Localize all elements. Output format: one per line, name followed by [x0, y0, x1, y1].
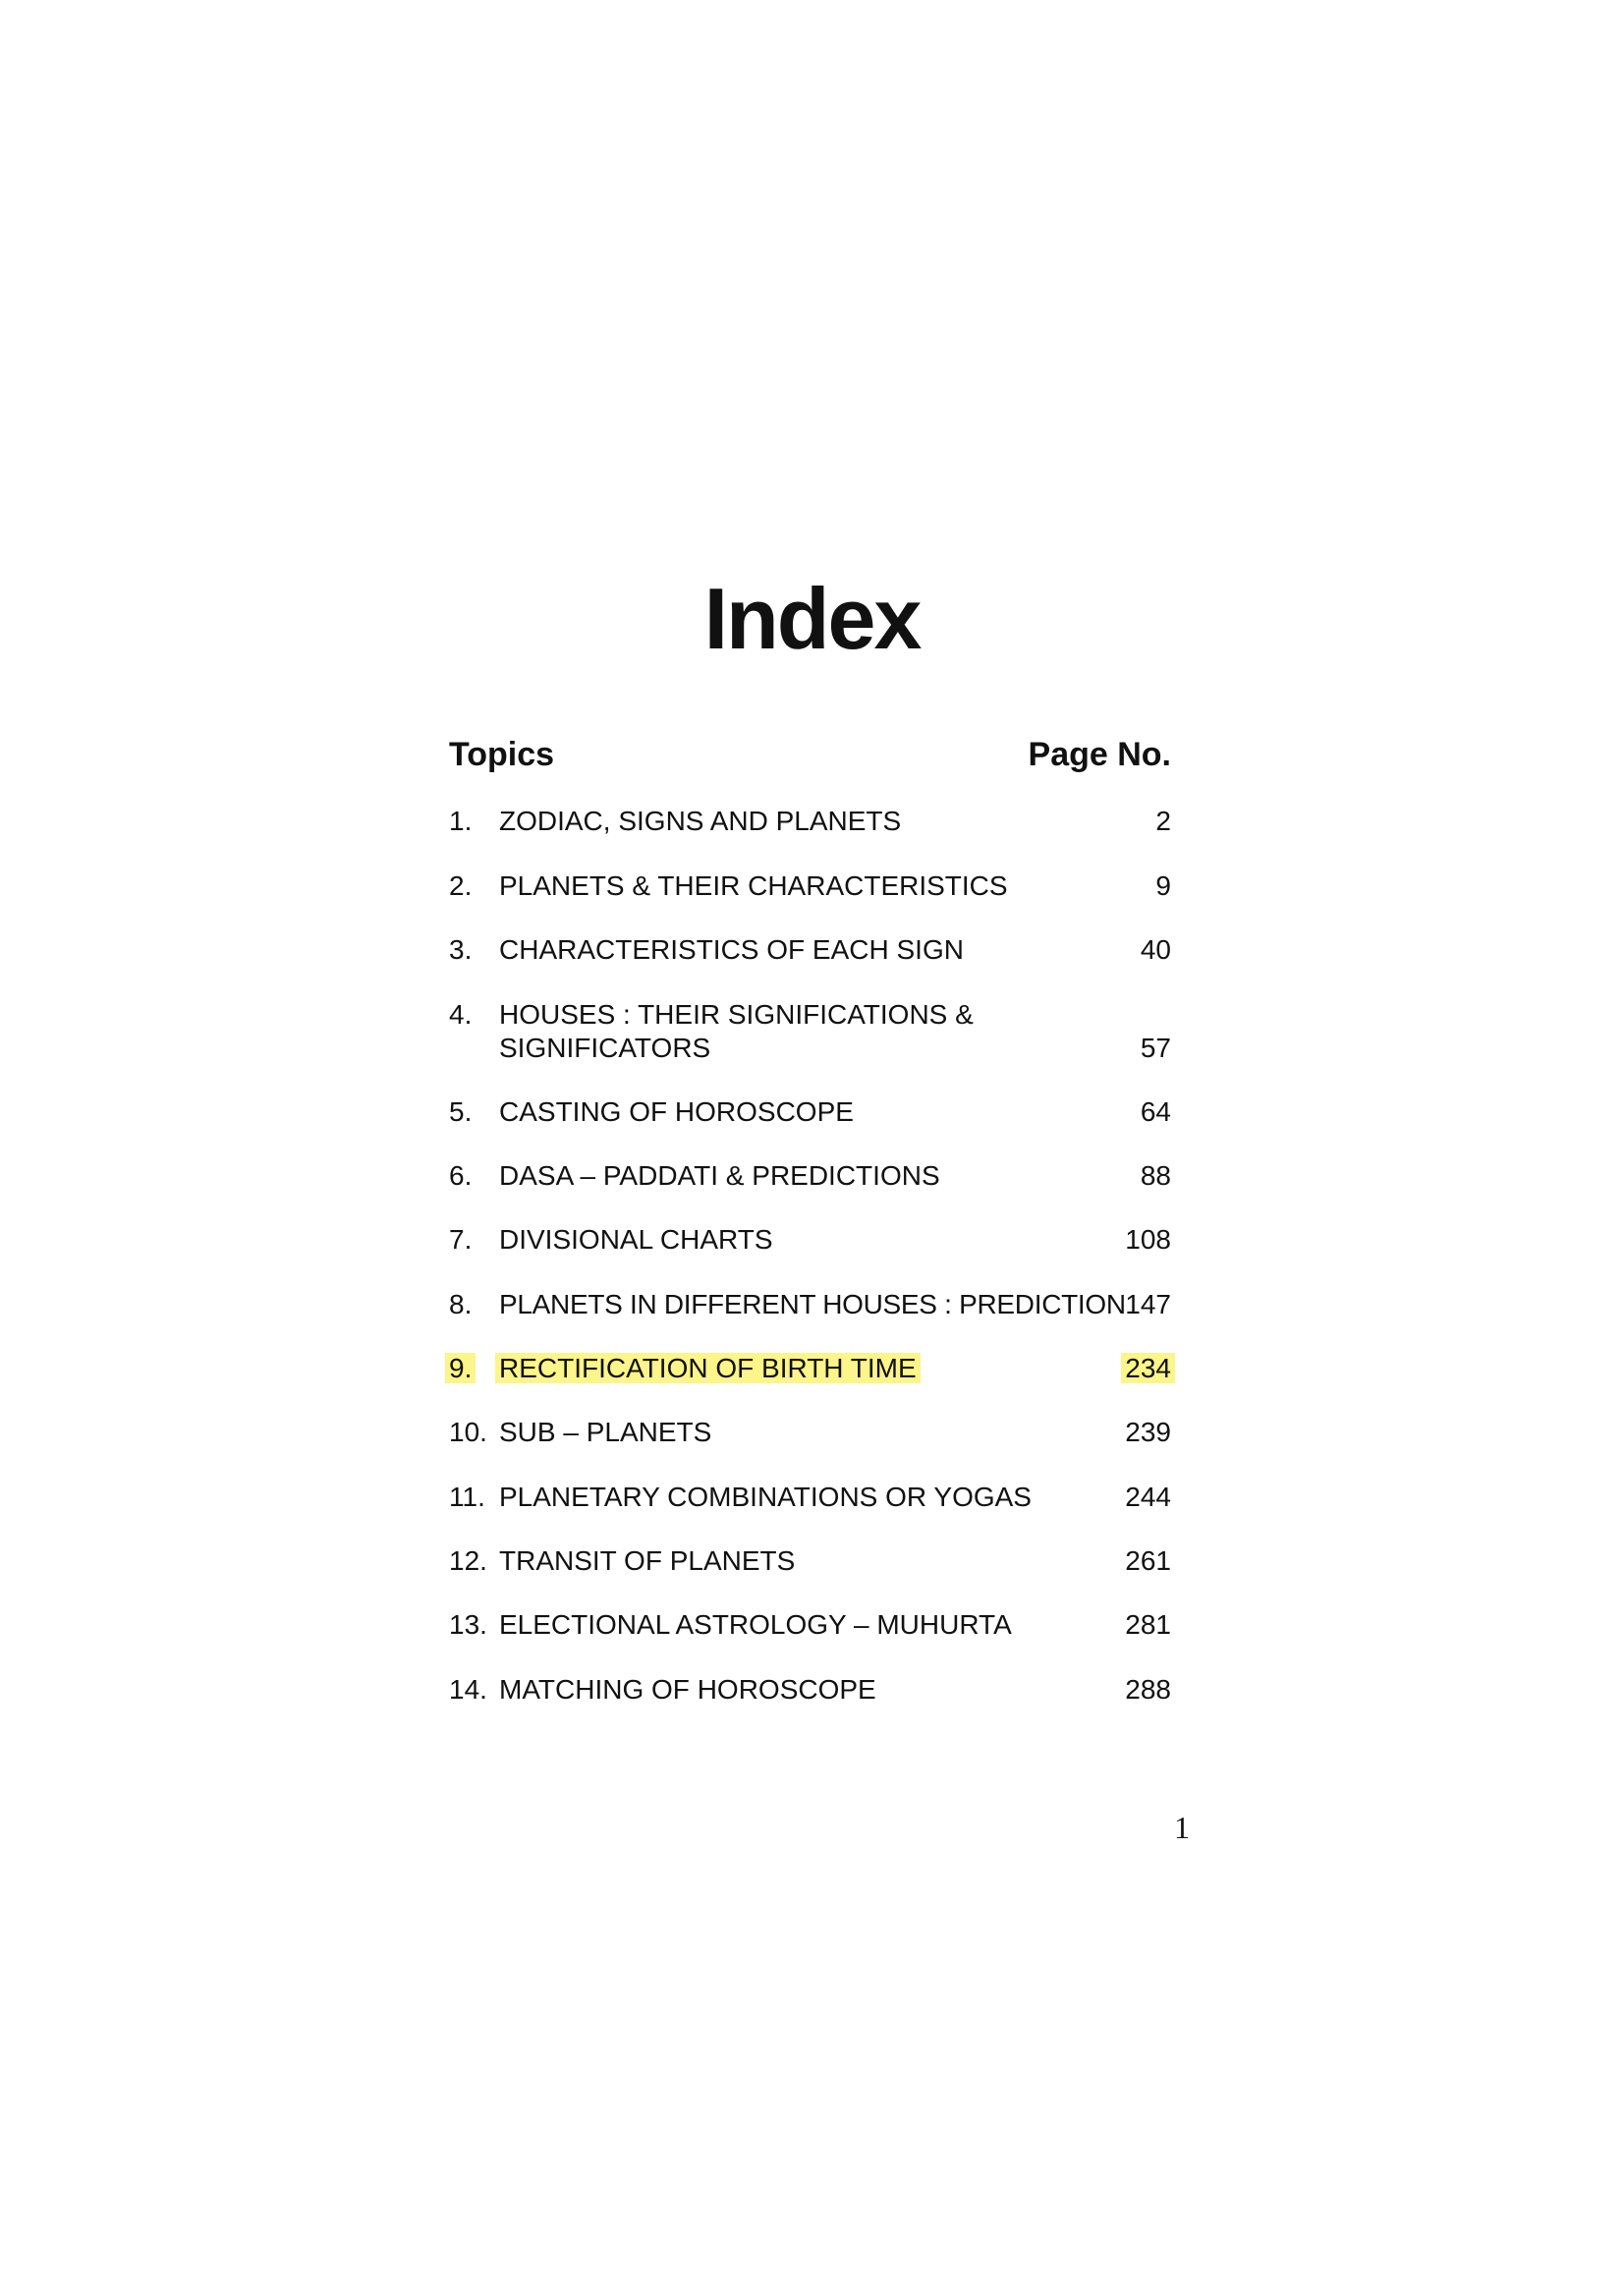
- entry-number: 14.: [449, 1674, 487, 1705]
- entry-title: PLANETARY COMBINATIONS OR YOGAS: [499, 1482, 1032, 1512]
- entry-title: HOUSES : THEIR SIGNIFICATIONS &: [499, 999, 974, 1030]
- entry-page: 40: [1140, 934, 1171, 965]
- entry-number: 11.: [449, 1482, 485, 1512]
- entry-page: 239: [1125, 1417, 1171, 1447]
- entry-page: [1125, 1352, 1171, 1385]
- entry-page: 9: [1155, 870, 1171, 901]
- entry-page: 2: [1155, 806, 1171, 836]
- entry-page: 244: [1125, 1482, 1171, 1512]
- page-title: Index: [703, 570, 921, 667]
- entry-number: 12.: [449, 1545, 487, 1576]
- entry-title: MATCHING OF HOROSCOPE: [499, 1674, 876, 1705]
- entry-number: 10.: [449, 1417, 487, 1447]
- entry-page: 64: [1140, 1096, 1171, 1127]
- topics-heading: Topics: [449, 736, 555, 773]
- entry-number: 13.: [449, 1609, 487, 1640]
- entry-page: 57: [1140, 1033, 1171, 1063]
- entry-page: 261: [1125, 1545, 1171, 1576]
- entry-page: 108: [1125, 1224, 1171, 1255]
- entry-number: 4.: [449, 999, 473, 1030]
- toc-entry: [449, 998, 1171, 1065]
- entry-title: ELECTIONAL ASTROLOGY – MUHURTA: [499, 1609, 1012, 1640]
- entry-title: PLANETS & THEIR CHARACTERISTICS: [499, 870, 1008, 901]
- page-number: 1: [1174, 1810, 1190, 1845]
- table-of-contents: [449, 0, 1171, 2296]
- entry-page: 88: [1140, 1160, 1171, 1191]
- entry-title: ZODIAC, SIGNS AND PLANETS: [499, 806, 902, 836]
- entry-title: DIVISIONAL CHARTS: [499, 1224, 773, 1255]
- entry-number: 3.: [449, 934, 473, 965]
- entry-number: 6.: [449, 1160, 473, 1191]
- entry-title-continued: SIGNIFICATORS: [499, 1033, 711, 1063]
- entry-number: 5.: [449, 1096, 473, 1127]
- entry-number: 8.: [449, 1289, 473, 1319]
- entry-number: 2.: [449, 870, 473, 901]
- entry-title: PLANETS IN DIFFERENT HOUSES : PREDICTION: [499, 1289, 1126, 1319]
- entry-title: CHARACTERISTICS OF EACH SIGN: [499, 934, 964, 965]
- entry-number: [449, 1352, 472, 1385]
- entry-title: CASTING OF HOROSCOPE: [499, 1096, 854, 1127]
- entry-title: [499, 1352, 917, 1385]
- entry-title: TRANSIT OF PLANETS: [499, 1545, 796, 1576]
- entry-page: 281: [1125, 1609, 1171, 1640]
- highlight-mark: RECTIFICATION OF BIRTH TIME: [495, 1353, 921, 1383]
- page-no-heading: Page No.: [1028, 736, 1171, 773]
- entry-title: SUB – PLANETS: [499, 1417, 712, 1447]
- highlight-mark: 234: [1121, 1353, 1175, 1383]
- entry-number: 7.: [449, 1224, 473, 1255]
- entry-number: 1.: [449, 806, 473, 836]
- entry-title: DASA – PADDATI & PREDICTIONS: [499, 1160, 940, 1191]
- highlight-mark: 9.: [445, 1353, 476, 1383]
- entry-page: 147: [1125, 1289, 1171, 1319]
- entry-page: 288: [1125, 1674, 1171, 1705]
